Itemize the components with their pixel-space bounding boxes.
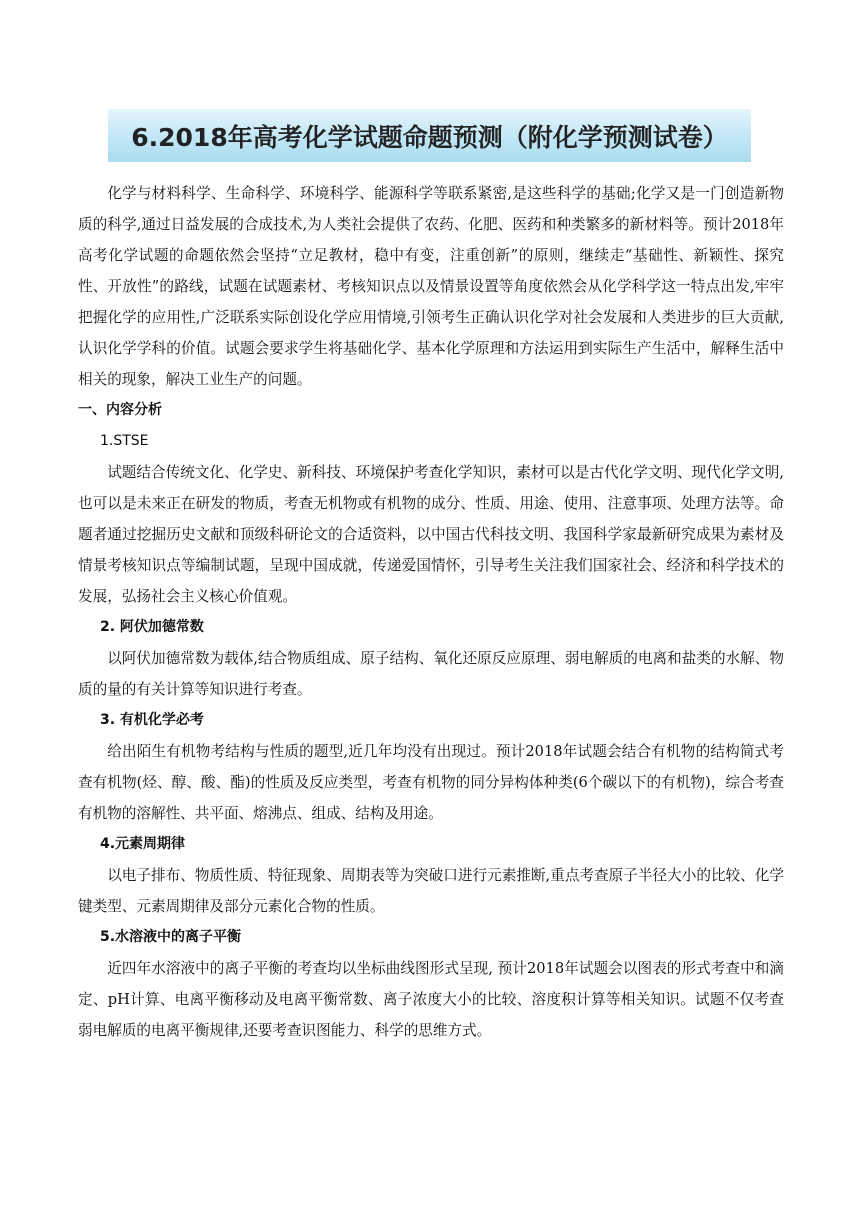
- section-heading: 一、内容分析: [78, 402, 162, 418]
- item-text-ionic-equilibrium: 近四年水溶液中的离子平衡的考查均以坐标曲线图形式呈现, 预计2018年试题会以图表的形式考查中和滴定、pH计算、电离平衡移动及电离平衡常数、离子浓度大小的比较、溶度积计算等相关知识。试题不仅考查弱电解质的电离平衡规律,还要考查识图能力、科学的思维方式。: [78, 960, 784, 1039]
- item-heading-avogadro: 2. 阿伏加德常数: [100, 619, 204, 635]
- item-text-avogadro: 以阿伏加德常数为载体,结合物质组成、原子结构、氧化还原反应原理、弱电解质的电离和盐类的水解、物质的量的有关计算等知识进行考查。: [78, 650, 784, 698]
- document-title: 6.2018年高考化学试题命题预测（附化学预测试卷）: [131, 122, 728, 152]
- item-heading-periodic-law: 4.元素周期律: [100, 836, 186, 852]
- title-banner: [108, 109, 751, 162]
- item-heading-stse: 1.STSE: [100, 433, 149, 449]
- item-text-periodic-law: 以电子排布、物质性质、特征现象、周期表等为突破口进行元素推断,重点考查原子半径大小的比较、化学键类型、元素周期律及部分元素化合物的性质。: [78, 867, 784, 915]
- item-heading-ionic-equilibrium: 5.水溶液中的离子平衡: [100, 929, 242, 945]
- item-text-organic: 给出陌生有机物考结构与性质的题型,近几年均没有出现过。预计2018年试题会结合有机物的结构简式考查有机物(烃、醇、酸、酯)的性质及反应类型，考查有机物的同分异构体种类(6个碳以下的有机物)，综合考查有机物的溶解性、共平面、熔沸点、组成、结构及用途。: [78, 743, 784, 822]
- intro-paragraph: 化学与材料科学、生命科学、环境科学、能源科学等联系紧密,是这些科学的基础;化学又是一门创造新物质的科学,通过日益发展的合成技术,为人类社会提供了农药、化肥、医药和种类繁多的新材料等。预计2018年高考化学试题的命题依然会坚持“立足教材，稳中有变，注重创新”的原则，继续走“基础性、新颖性、探究性、开放性”的路线，试题在试题素材、考核知识点以及情景设置等角度依然会从化学科学这一特点出发,牢牢把握化学的应用性,广泛联系实际创设化学应用情境,引领考生正确认识化学对社会发展和人类进步的巨大贡献,认识化学学科的价值。试题会要求学生将基础化学、基本化学原理和方法运用到实际生产生活中，解释生活中相关的现象，解决工业生产的问题。: [78, 185, 785, 388]
- item-text-stse: 试题结合传统文化、化学史、新科技、环境保护考查化学知识，素材可以是古代化学文明、现代化学文明,也可以是未来正在研发的物质，考查无机物或有机物的成分、性质、用途、使用、注意事项、处理方法等。命题者通过挖掘历史文献和顶级科研论文的合适资料，以中国古代科技文明、我国科学家最新研究成果为素材及情景考核知识点等编制试题，呈现中国成就，传递爱国情怀，引导考生关注我们国家社会、经济和科学技术的发展，弘扬社会主义核心价值观。: [78, 464, 784, 605]
- item-heading-organic: 3. 有机化学必考: [100, 712, 204, 728]
- document-body: [78, 178, 784, 1046]
